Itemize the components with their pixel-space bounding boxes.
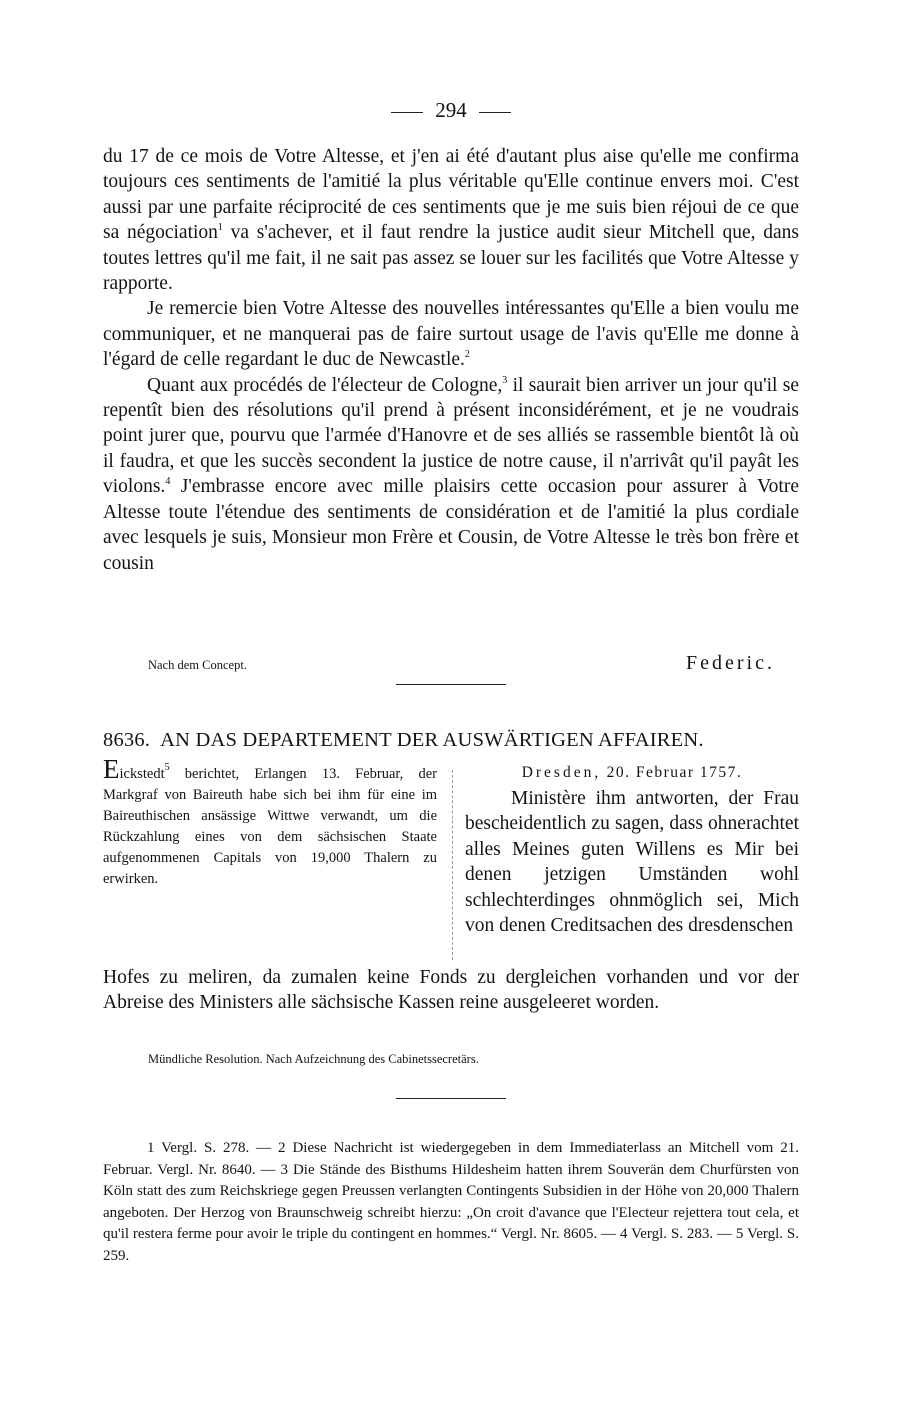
- letter-paragraph-1-end: va s'achever, et il faut rendre la justice audit sieur Mitchell que, dans toutes lettres qu'il me fait, il ne sait pas assez se louer sur les facilités que Votre Altesse y rapporte.: [103, 222, 799, 295]
- letter-paragraph-3-text: Quant aux procédés de l'électeur de Cologne,: [147, 374, 503, 396]
- page-number: 294: [435, 98, 467, 122]
- letter-paragraph-1: [103, 144, 799, 296]
- summary-text: berichtet, Erlangen 13. Februar, der Markgraf von Baireuth habe sich bei ihm für eine im Baireuthischen ansässige Wittwe verwandt, um die Rückzahlung eines von dem sächsischen Staate aufgenommenen Capitals von 19,000 Thalern zu erwirken.: [103, 766, 437, 887]
- footnote-ref-4: 4: [165, 476, 171, 488]
- footnotes: [103, 1138, 799, 1268]
- document-reply: [465, 762, 799, 938]
- signature: Federic.: [686, 652, 775, 674]
- letter-body: [103, 144, 799, 576]
- footnote-ref-2: 2: [464, 349, 470, 361]
- date: 20. Februar 1757.: [606, 764, 743, 781]
- reply-continuation: Hofes zu meliren, da zumalen keine Fonds zu dergleichen vorhanden und vor der Abreise des Ministers alle sächsische Kassen reine ausgeleeret worden.: [103, 967, 799, 1014]
- letter-paragraph-1-text: du 17 de ce mois de Votre Altesse, et j'en ai été d'autant plus aise qu'elle me confirma toujours ces sentiments de l'amitié la plus véritable qu'Elle continue envers moi. C'est aussi par une parfaite réciprocité de ces sentiments que je me suis bien réjoui de ce que sa négociation: [103, 146, 799, 244]
- summary-initial: E: [103, 754, 120, 784]
- footnote-divider-rule: [396, 1098, 506, 1099]
- section-divider-rule: [396, 684, 506, 685]
- dateline: [465, 762, 799, 784]
- date-place: Dresden,: [521, 764, 602, 781]
- footnote-ref-3: 3: [502, 374, 508, 386]
- document-source-note: Mündliche Resolution. Nach Aufzeichnung des Cabinetssecretärs.: [148, 1052, 479, 1066]
- letter-paragraph-3-end: J'embrasse encore avec mille plaisirs cette occasion pour assurer à Votre Altesse toute l'étendue des sentiments de considération et de l'amitié la plus cordiale avec lesquels je suis, Monsieur mon Frère et Cousin, de Votre Altesse le très bon frère et cousin: [103, 476, 799, 574]
- document-heading: [103, 729, 799, 752]
- footnote-ref-5: 5: [164, 762, 170, 773]
- page-header: [103, 98, 799, 123]
- letter-paragraph-3-middle: il saurait bien arriver un jour qu'il se repentît bien des résolutions qu'il prend à présent inconsidérément, et je ne voudrais point jurer que, pourvu que l'armée d'Hanovre et de ses alliés se rassemble bientôt là où il faudra, et que les succès secondent la justice de notre cause, il n'arrivât qu'il payât les violons.: [103, 374, 799, 498]
- document-summary: [103, 754, 437, 890]
- document-number: 8636.: [103, 729, 151, 751]
- footnote-text: 1 Vergl. S. 278. — 2 Diese Nachricht ist wiedergegeben in dem Immediaterlass an Mitchell vom 21. Februar. Vergl. Nr. 8640. — 3 Die Stände des Bisthums Hildesheim hatten ihrem Souverän dem Churfürsten von Köln statt des zum Reichskriege gegen Preussen verlangten Contingents Subsidien in der Höhe von 20,000 Thalern angeboten. Der Herzog von Braunschweig schreibt hierzu: „On croit d'avance que l'Electeur rejettera tout cela, et qu'il restera ferme pour avoir le triple du contingent en hommes.“ Vergl. Nr. 8605. — 4 Vergl. S. 283. — 5 Vergl. S. 259.: [103, 1140, 799, 1264]
- header-dash-right: [479, 112, 511, 113]
- letter-paragraph-2: [103, 296, 799, 372]
- header-dash-left: [391, 112, 423, 113]
- source-note: Nach dem Concept.: [148, 658, 247, 672]
- summary-name: ickstedt: [119, 766, 165, 782]
- letter-paragraph-2-text: Je remercie bien Votre Altesse des nouvelles intéressantes qu'Elle a bien voulu me communiquer, et ne manquerai pas de faire surtout usage de l'avis qu'Elle me donne à l'égard de celle regardant le duc de Newcastle.: [103, 298, 799, 371]
- column-divider: [452, 770, 453, 960]
- footnote-ref-1: 1: [217, 222, 223, 234]
- reply-text: Ministère ihm antworten, der Frau bescheidentlich zu sagen, dass ohnerachtet alles Meines guten Willens es Mir bei denen jetzigen Umständen wohl schlechterdinges ohnmöglich sei, Mich von denen Creditsachen des dresdenschen: [465, 788, 799, 937]
- letter-paragraph-3: [103, 373, 799, 576]
- document-title: AN DAS DEPARTEMENT DER AUSWÄRTIGEN AFFAIREN.: [160, 729, 704, 751]
- signature-line: [103, 652, 799, 678]
